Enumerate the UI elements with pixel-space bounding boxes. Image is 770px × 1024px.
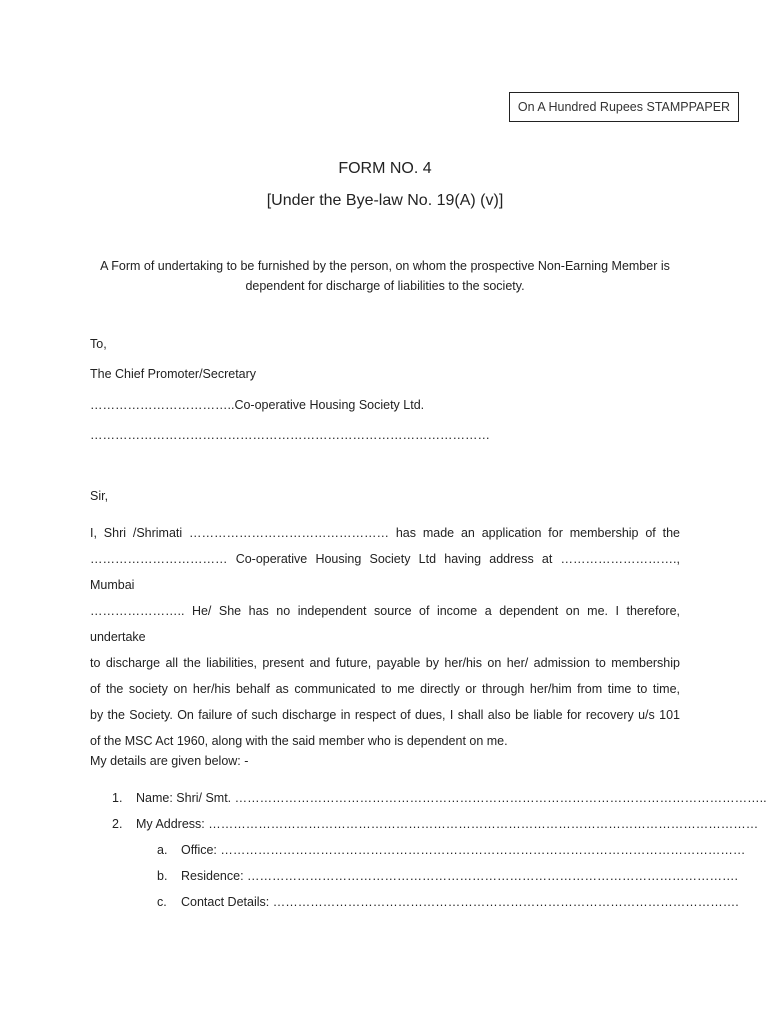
- detail-subitem-residence: [157, 869, 738, 883]
- item-number: 2.: [112, 817, 123, 831]
- address-recipient: The Chief Promoter/Secretary: [90, 367, 257, 381]
- details-heading: My details are given below: -: [90, 754, 249, 768]
- detail-item-name: [112, 791, 767, 805]
- intro-paragraph: [90, 256, 680, 296]
- intro-line-2: dependent for discharge of liabilities to the society.: [245, 279, 525, 293]
- body-line: by the Society. On failure of such discharge in respect of dues, I shall also be liable for recovery u/s 101: [90, 708, 680, 722]
- address-society: ……………………………..Co-operative Housing Society Ltd.: [90, 398, 425, 412]
- item-text: My Address: ……………………………………………………………………………………………………………………: [136, 817, 759, 831]
- subitem-letter: a.: [157, 843, 168, 857]
- detail-item-address: [112, 817, 758, 831]
- subitem-text: Contact Details: ………………………………………………………………………………………………….: [181, 895, 739, 909]
- subitem-text: Residence: ……………………………………………………………………………………………………….: [181, 869, 738, 883]
- body-line: to discharge all the liabilities, present and future, payable by her/his on her/ admission to membership: [90, 656, 680, 670]
- intro-line-1: A Form of undertaking to be furnished by the person, on whom the prospective Non-Earning Member is: [100, 259, 670, 273]
- form-title: FORM NO. 4: [338, 160, 432, 177]
- item-number: 1.: [112, 791, 123, 805]
- undertaking-paragraph: [90, 520, 680, 754]
- body-line: of the MSC Act 1960, along with the said member who is dependent on me.: [90, 734, 508, 748]
- body-line: I, Shri /Shrimati ………………………………………… has made an application for membership of the: [90, 526, 680, 540]
- detail-subitem-office: [157, 843, 745, 857]
- detail-subitem-contact: [157, 895, 739, 909]
- subitem-letter: b.: [157, 869, 168, 883]
- bye-law-reference: [Under the Bye-law No. 19(A) (v)]: [266, 192, 504, 209]
- body-line: …………………………… Co-operative Housing Society Ltd having address at ………………………., Mumbai: [90, 552, 680, 592]
- subitem-text: Office: ………………………………………………………………………………………………………………: [181, 843, 746, 857]
- salutation: Sir,: [90, 489, 109, 503]
- address-to: To,: [90, 337, 107, 351]
- subitem-letter: c.: [157, 895, 167, 909]
- body-line: of the society on her/his behalf as communicated to me directly or through her/him from time to time,: [90, 682, 680, 696]
- item-text: Name: Shri/ Smt. ………………………………………………………………………………………………………………..: [136, 791, 767, 805]
- stamp-paper-note: On A Hundred Rupees STAMPPAPER: [509, 92, 739, 122]
- body-line: ………………….. He/ She has no independent source of income a dependent on me. I therefore, undertake: [90, 604, 680, 644]
- address-blank-line: ……………………………………………………………………………………: [90, 428, 490, 442]
